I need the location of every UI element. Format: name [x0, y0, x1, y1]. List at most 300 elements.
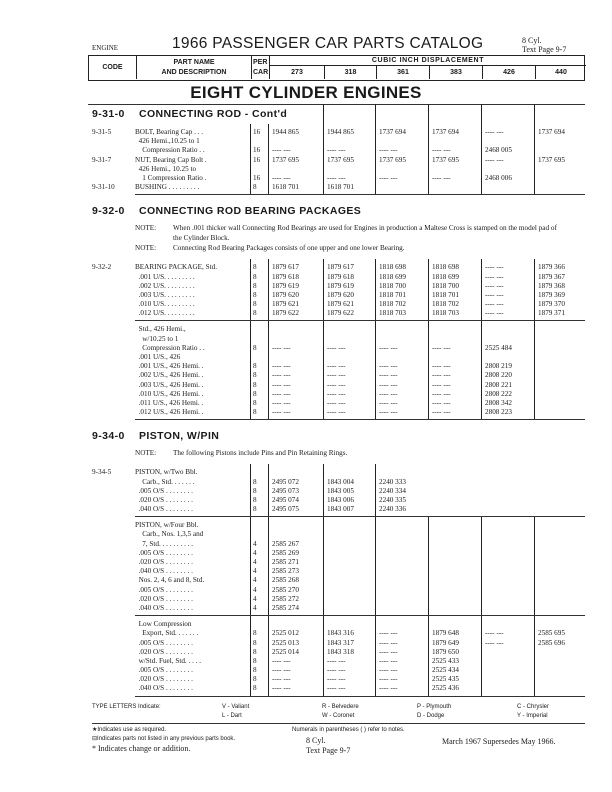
part-number-383: 1737 695	[432, 155, 459, 164]
part-number-361: 2240 336	[379, 505, 406, 514]
part-code	[88, 335, 135, 344]
part-number-273: 1944 865	[272, 128, 299, 136]
part-number-361: ---- ---	[379, 675, 398, 684]
part-number-273: 2525 012	[272, 629, 299, 638]
part-number-440: 1879 371	[538, 309, 565, 318]
section-heading	[88, 426, 585, 446]
type-letter: V - Valiant	[222, 704, 250, 710]
table-row	[88, 487, 585, 496]
table-row	[88, 639, 585, 648]
table-row	[88, 137, 585, 146]
column-divider	[323, 517, 324, 616]
part-number-273: ---- ---	[272, 675, 291, 684]
parts-group	[88, 259, 585, 321]
part-number-440	[534, 146, 585, 155]
part-number-318: ---- ---	[327, 675, 346, 684]
part-code	[88, 371, 135, 380]
part-number-440	[534, 549, 585, 558]
engine-label: ENGINE	[92, 44, 119, 52]
column-divider	[481, 259, 482, 321]
part-number-426	[481, 558, 534, 567]
numerals-note: Numerals in parentheses ( ) refer to notes.	[292, 727, 405, 733]
part-number-383	[428, 521, 481, 530]
per-car: 8	[253, 309, 257, 318]
part-code	[88, 549, 135, 558]
part-number-426	[481, 496, 534, 505]
part-code	[88, 146, 135, 155]
part-number-273: 2585 274	[272, 603, 299, 612]
part-description: .020 O/S . . . . . . . .	[135, 647, 193, 656]
part-number-318: ---- ---	[327, 343, 346, 352]
column-divider	[323, 259, 324, 321]
part-number-383	[428, 576, 481, 585]
part-code	[88, 576, 135, 585]
part-number-361: ---- ---	[379, 380, 398, 389]
note-text: The following Pistons include Pins and Pin Retaining Rings.	[173, 449, 348, 458]
part-number-361: ---- ---	[379, 343, 398, 352]
part-number-426	[481, 468, 534, 477]
part-number-440	[534, 399, 585, 408]
note-label: NOTE:	[135, 244, 157, 253]
part-number-383: 1737 694	[432, 128, 459, 136]
part-number-383	[428, 586, 481, 595]
column-divider	[481, 616, 482, 697]
part-number-273: ---- ---	[272, 408, 291, 417]
part-number-383	[428, 137, 481, 146]
part-description: .010 U/S., 426 Hemi. .	[135, 389, 204, 398]
part-number-273: ---- ---	[272, 146, 291, 155]
part-code	[88, 558, 135, 567]
per-car: 4	[253, 548, 257, 557]
per-car: 8	[253, 380, 257, 389]
part-code	[88, 666, 135, 675]
column-divider	[534, 104, 535, 128]
part-number-426	[481, 586, 534, 595]
part-number-318: ---- ---	[327, 362, 346, 371]
asterisk-note: * Indicates change or addition.	[92, 744, 191, 753]
column-divider	[481, 104, 482, 128]
per-car: 8	[253, 183, 257, 192]
part-number-318: 1879 618	[327, 272, 354, 281]
footer-text-page: Text Page 9-7	[306, 746, 351, 755]
part-code	[88, 273, 135, 282]
and-description-label: AND DESCRIPTION	[161, 68, 227, 76]
star-note: ★Indicates use as required.	[92, 727, 167, 733]
part-number-383: ---- ---	[432, 408, 451, 417]
part-number-318	[323, 595, 375, 604]
part-code	[88, 567, 135, 576]
per-car: 8	[253, 675, 257, 684]
part-number-361: ---- ---	[379, 173, 398, 182]
part-number-273: 2585 271	[272, 558, 299, 566]
part-number-383: 1818 699	[432, 272, 459, 281]
part-number-440	[534, 390, 585, 399]
cid-318: 318	[324, 66, 376, 79]
part-code	[88, 595, 135, 604]
section-main-title: EIGHT CYLINDER ENGINES	[190, 83, 422, 102]
part-description: .005 O/S . . . . . . . .	[135, 638, 193, 647]
part-number-361	[375, 183, 428, 192]
footer	[92, 703, 585, 756]
part-description: .003 U/S. . . . . . . . .	[135, 290, 195, 299]
part-number-361: ---- ---	[379, 146, 398, 155]
part-number-426	[481, 675, 534, 684]
part-code	[88, 390, 135, 399]
part-number-361	[375, 549, 428, 558]
column-divider	[375, 259, 376, 321]
part-code	[88, 648, 135, 657]
part-description: w/10.25 to 1	[135, 334, 179, 343]
table-row	[88, 567, 585, 576]
part-code: 9-32-2	[92, 263, 112, 272]
part-number-440	[534, 362, 585, 371]
part-number-426: 2468 005	[485, 146, 512, 155]
part-number-440	[534, 174, 585, 183]
per-car: 8	[253, 684, 257, 693]
per-car: 4	[253, 594, 257, 603]
per-car: 8	[253, 281, 257, 290]
part-number-361: ---- ---	[379, 371, 398, 380]
column-divider	[375, 104, 376, 128]
part-number-273: 1737 695	[272, 155, 299, 164]
part-description: Carb., Nos. 1,3,5 and	[135, 530, 204, 539]
part-number-440	[534, 675, 585, 684]
part-number-361	[375, 620, 428, 629]
part-number-383: ---- ---	[432, 343, 451, 352]
part-number-273: 1879 620	[272, 290, 299, 299]
part-description: .040 O/S . . . . . . . .	[135, 684, 193, 693]
column-header	[88, 55, 585, 81]
part-number-318: ---- ---	[327, 398, 346, 407]
column-divider	[268, 464, 269, 517]
part-number-383: 2525 435	[432, 675, 459, 684]
part-code: 9-31-10	[92, 183, 115, 192]
part-number-383: ---- ---	[432, 389, 451, 398]
section-code: 9-32-0	[92, 205, 125, 218]
note-text: When .001 thicker wall Connecting Rod Bearings are used for Engines in production a Maltese Cross is stamped on the model pad of the Cylinder Block.	[173, 224, 557, 243]
part-number-426: 2525 484	[485, 343, 512, 352]
table-row	[88, 344, 585, 353]
table-row	[88, 620, 585, 629]
part-code	[88, 586, 135, 595]
part-description: Compression Ratio . .	[135, 146, 205, 155]
part-code	[88, 540, 135, 549]
parts-group	[88, 616, 585, 697]
part-number-383	[428, 505, 481, 514]
part-description: Compression Ratio . .	[135, 343, 205, 352]
part-description: .005 O/S . . . . . . . .	[135, 548, 193, 557]
note-label: NOTE:	[135, 224, 157, 233]
part-number-440	[534, 530, 585, 539]
cid-426: 426	[482, 66, 535, 79]
part-code	[88, 137, 135, 146]
note-label: NOTE:	[135, 449, 157, 458]
part-code: 9-31-5	[92, 128, 112, 136]
part-number-383: 1818 701	[432, 290, 459, 299]
part-description: .011 U/S., 426 Hemi. .	[135, 398, 204, 407]
per-car: 8	[253, 486, 257, 495]
part-number-426	[481, 137, 534, 146]
part-number-273: ---- ---	[272, 389, 291, 398]
part-code	[88, 620, 135, 629]
part-number-273: 2585 272	[272, 594, 299, 603]
table-row	[88, 586, 585, 595]
part-number-440	[534, 521, 585, 530]
part-number-440	[534, 335, 585, 344]
part-description: BEARING PACKAGE, Std.	[135, 263, 218, 272]
part-code	[88, 521, 135, 530]
cid-273: 273	[269, 66, 324, 79]
part-number-318: ---- ---	[327, 408, 346, 417]
part-number-361	[375, 165, 428, 174]
part-code	[88, 657, 135, 666]
part-code	[88, 399, 135, 408]
part-number-318: ---- ---	[327, 146, 346, 155]
table-row	[88, 399, 585, 408]
per-car	[250, 353, 268, 362]
part-number-426	[481, 620, 534, 629]
part-number-273: ---- ---	[272, 398, 291, 407]
part-description: 426 Hemi.,10.25 to 1	[135, 137, 200, 146]
part-description: .020 O/S . . . . . . . .	[135, 675, 193, 684]
type-letter: C - Chrysler	[517, 704, 550, 710]
column-divider	[534, 321, 535, 420]
part-number-383: ---- ---	[432, 362, 451, 371]
part-number-273: 2495 072	[272, 477, 299, 486]
per-car: 8	[253, 495, 257, 504]
part-number-383	[428, 478, 481, 487]
part-number-426: ---- ---	[485, 281, 504, 290]
part-number-440	[534, 648, 585, 657]
column-divider	[481, 124, 482, 195]
part-number-318: 1843 316	[327, 629, 354, 638]
part-number-318	[323, 604, 375, 613]
part-number-318: ---- ---	[327, 656, 346, 665]
part-number-273: ---- ---	[272, 656, 291, 665]
part-number-426	[481, 335, 534, 344]
per-car	[250, 335, 268, 344]
part-number-383	[428, 530, 481, 539]
part-number-361: 2240 335	[379, 495, 406, 504]
part-number-318: 1843 317	[327, 638, 354, 647]
part-number-440	[534, 371, 585, 380]
part-number-426	[481, 530, 534, 539]
per-car	[250, 530, 268, 539]
per-car: 8	[253, 398, 257, 407]
part-name-label: PART NAME	[173, 58, 215, 66]
part-number-273: 2495 074	[272, 495, 299, 504]
part-number-318	[323, 576, 375, 585]
part-number-440: 1879 370	[538, 300, 565, 309]
part-description: .005 O/S . . . . . . . .	[135, 666, 193, 675]
part-number-383	[428, 558, 481, 567]
part-number-426: 2808 221	[485, 380, 512, 389]
part-code	[88, 639, 135, 648]
part-code	[88, 344, 135, 353]
part-code: 9-34-5	[92, 468, 112, 477]
part-code	[88, 325, 135, 334]
part-code	[88, 604, 135, 613]
section-title: CONNECTING ROD - Cont'd	[139, 108, 288, 120]
part-description: .040 O/S . . . . . . . .	[135, 505, 193, 514]
part-name-header	[136, 56, 251, 79]
table-row	[88, 309, 585, 318]
box-note: ⊟Indicates parts not listed in any previous parts book.	[92, 736, 236, 742]
part-number-383	[428, 604, 481, 613]
note	[88, 448, 585, 458]
part-number-426: 2468 006	[485, 173, 512, 182]
part-number-440: 1879 368	[538, 281, 565, 290]
part-number-440	[534, 468, 585, 477]
part-number-318: ---- ---	[327, 666, 346, 675]
part-number-273: ---- ---	[272, 380, 291, 389]
table-row	[88, 468, 585, 477]
part-number-273	[268, 521, 323, 530]
notes	[88, 448, 585, 458]
note	[88, 243, 585, 253]
part-number-426	[481, 648, 534, 657]
part-number-361	[375, 567, 428, 576]
text-page-label: Text Page 9-7	[522, 45, 567, 54]
part-number-383: ---- ---	[432, 398, 451, 407]
part-number-273	[268, 620, 323, 629]
part-code: 9-31-7	[92, 155, 112, 164]
part-code	[88, 300, 135, 309]
part-description: .010 U/S. . . . . . . . .	[135, 300, 195, 309]
part-number-318: 1843 318	[327, 647, 354, 656]
per-car: 8	[253, 505, 257, 514]
part-number-273	[268, 165, 323, 174]
part-number-383: ---- ---	[432, 173, 451, 182]
per-label: PER	[253, 58, 268, 66]
column-divider	[250, 616, 251, 697]
part-number-426	[481, 353, 534, 362]
part-number-318: 1843 006	[327, 495, 354, 504]
part-number-426	[481, 183, 534, 192]
table-row	[88, 408, 585, 417]
part-number-440	[534, 595, 585, 604]
column-divider	[323, 616, 324, 697]
part-number-426	[481, 165, 534, 174]
part-number-383	[428, 353, 481, 362]
part-number-361	[375, 576, 428, 585]
part-code	[88, 165, 135, 174]
part-number-383	[428, 595, 481, 604]
part-number-318	[323, 353, 375, 362]
part-number-383: ---- ---	[432, 371, 451, 380]
part-number-440	[534, 183, 585, 192]
column-divider	[268, 616, 269, 697]
part-number-383	[428, 335, 481, 344]
notes	[88, 223, 585, 253]
part-number-361	[375, 468, 428, 477]
part-number-383	[428, 325, 481, 334]
part-number-383	[428, 567, 481, 576]
part-number-426: ---- ---	[485, 300, 504, 309]
part-number-318	[323, 468, 375, 477]
table-row	[88, 666, 585, 675]
part-number-318: 1944 865	[327, 128, 354, 136]
part-number-273: ---- ---	[272, 666, 291, 675]
column-divider	[250, 321, 251, 420]
part-number-383	[428, 487, 481, 496]
column-divider	[375, 124, 376, 195]
column-divider	[323, 104, 324, 128]
per-car: 8	[253, 389, 257, 398]
per-car: 4	[253, 567, 257, 576]
column-divider	[375, 321, 376, 420]
part-number-361: ---- ---	[379, 684, 398, 693]
cid-361: 361	[376, 66, 429, 79]
parts-group	[88, 464, 585, 517]
part-number-361: 1818 700	[379, 281, 406, 290]
column-divider	[534, 517, 535, 616]
part-number-273	[268, 530, 323, 539]
part-number-426: 2808 223	[485, 408, 512, 417]
table-row	[88, 604, 585, 613]
part-number-361: ---- ---	[379, 638, 398, 647]
part-number-440	[534, 325, 585, 334]
per-car: 8	[253, 666, 257, 675]
part-number-440	[534, 540, 585, 549]
part-number-318	[323, 567, 375, 576]
per-car: 8	[253, 300, 257, 309]
table-row	[88, 576, 585, 585]
part-number-361	[375, 530, 428, 539]
part-number-318	[323, 530, 375, 539]
part-number-426: 2808 222	[485, 389, 512, 398]
part-code	[88, 381, 135, 390]
part-description: .040 O/S . . . . . . . .	[135, 603, 193, 612]
part-description: PISTON, w/Two Bbl.	[135, 468, 198, 477]
table-row	[88, 629, 585, 638]
section-code: 9-34-0	[92, 430, 125, 443]
parts-group	[88, 321, 585, 420]
part-number-426	[481, 325, 534, 334]
part-number-383: 1818 703	[432, 309, 459, 318]
per-car	[250, 325, 268, 334]
part-number-318: ---- ---	[327, 684, 346, 693]
section-heading	[88, 201, 585, 221]
part-number-426: ---- ---	[485, 155, 504, 164]
part-number-440	[534, 344, 585, 353]
column-divider	[268, 259, 269, 321]
table-row	[88, 282, 585, 291]
part-number-440	[534, 487, 585, 496]
per-car: 8	[253, 629, 257, 638]
part-description: .005 O/S . . . . . . . .	[135, 585, 193, 594]
per-car: 8	[253, 343, 257, 352]
table-row	[88, 300, 585, 309]
per-car	[250, 620, 268, 629]
column-divider	[323, 124, 324, 195]
table-row	[88, 371, 585, 380]
part-number-318: ---- ---	[327, 371, 346, 380]
part-number-383	[428, 183, 481, 192]
table-row	[88, 478, 585, 487]
column-divider	[534, 616, 535, 697]
part-number-426: 2808 219	[485, 362, 512, 371]
part-number-273: 2495 075	[272, 505, 299, 514]
supersedes-note: March 1967 Supersedes May 1966.	[442, 737, 556, 746]
part-number-318: 1843 005	[327, 486, 354, 495]
part-number-440	[534, 666, 585, 675]
part-number-273: ---- ---	[272, 362, 291, 371]
column-divider	[375, 464, 376, 517]
per-car: 8	[253, 290, 257, 299]
part-number-383: ---- ---	[432, 146, 451, 155]
part-number-318: 1879 620	[327, 290, 354, 299]
